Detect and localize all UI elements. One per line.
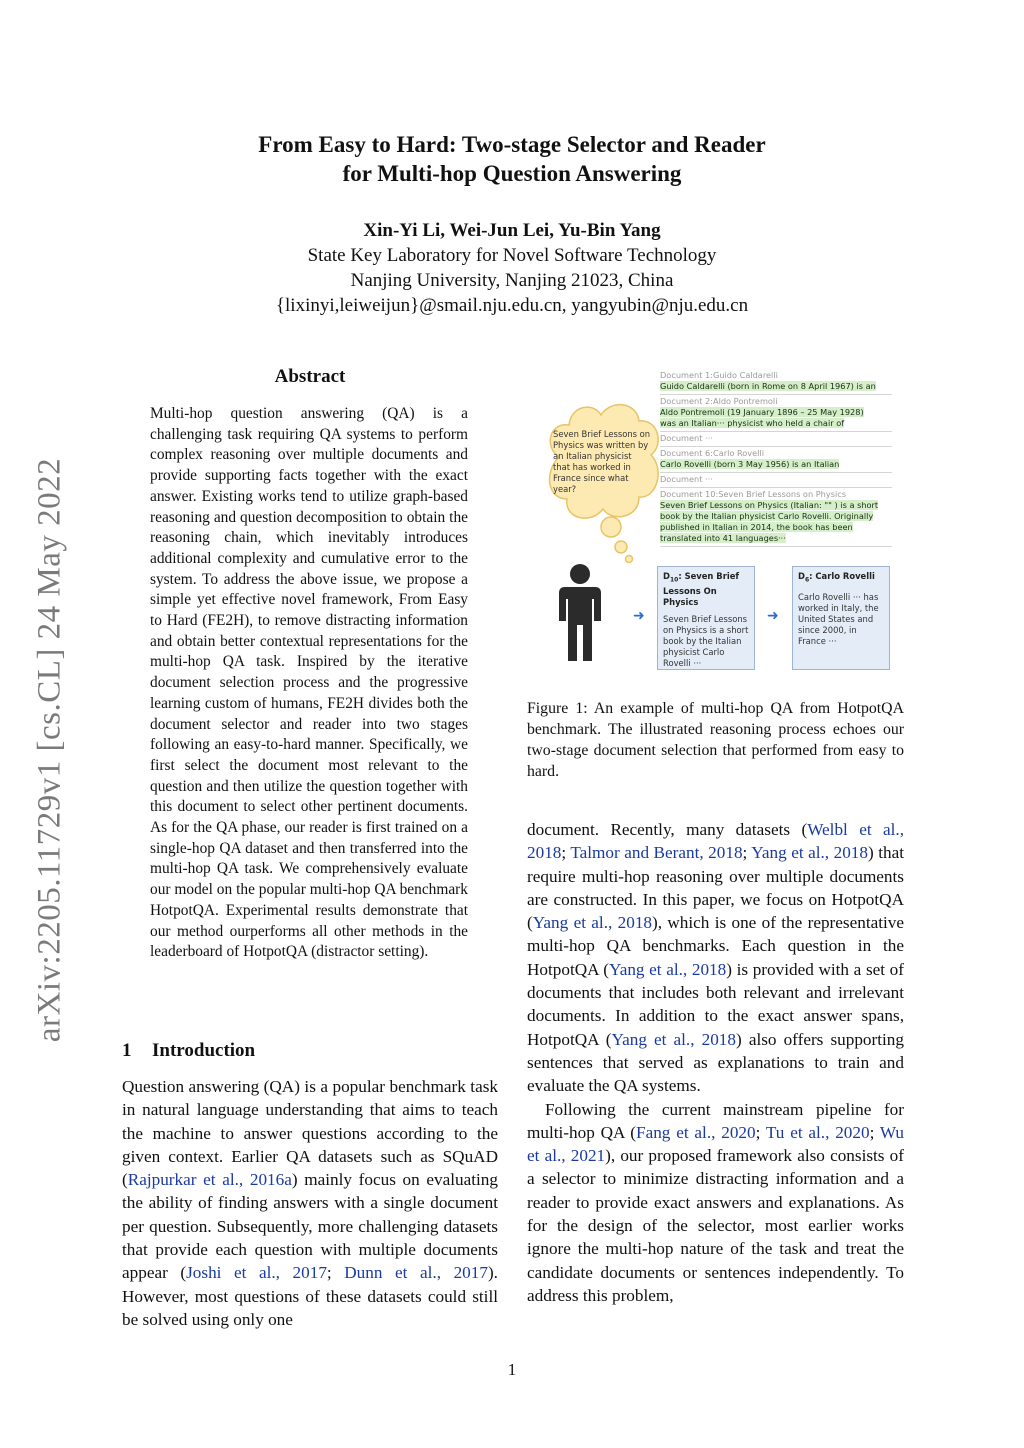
title-line-1: From Easy to Hard: Two-stage Selector and Reader	[258, 132, 766, 157]
person-icon	[557, 563, 603, 663]
text-run: ;	[869, 1122, 880, 1142]
cloud-bubble	[601, 517, 621, 537]
card-heading-text: : Carlo Rovelli	[809, 571, 875, 581]
author-names: Xin-Yi Li, Wei-Jun Lei, Yu-Bin Yang	[363, 220, 661, 241]
section-title: Introduction	[152, 1040, 256, 1061]
paper-title	[0, 130, 1024, 188]
figure-caption: Figure 1: An example of multi-hop QA from HotpotQA benchmark. The illustrated reasoning process echoes our two-stage document selection that performed from easy to hard.	[527, 700, 904, 780]
document-line: published in Italian in 2014, the book has been	[660, 522, 853, 532]
section-heading-introduction	[122, 1040, 255, 1062]
left-column-body	[122, 1075, 498, 1331]
document-title: Document 10:Seven Brief Lessons on Physics	[660, 489, 847, 499]
arxiv-identifier	[30, 440, 70, 1060]
text-run: ;	[755, 1122, 766, 1142]
card-heading	[798, 571, 884, 586]
section-number: 1	[122, 1040, 132, 1061]
intro-paragraph-1	[122, 1075, 498, 1331]
document-title: Document ···	[660, 433, 713, 443]
citation-link[interactable]: Fang et al., 2020	[636, 1122, 756, 1142]
citation-link[interactable]: Yang et al., 2018	[751, 843, 868, 863]
card-body: Carlo Rovelli ··· has worked in Italy, the United States and since 2000, in France ···	[798, 591, 879, 646]
arxiv-identifier-text: arXiv:2205.11729v1 [cs.CL] 24 May 2022	[31, 457, 68, 1043]
card-body: Seven Brief Lessons on Physics is a short book by the Italian physicist Carlo Rovelli ···	[663, 613, 749, 668]
abstract-heading: Abstract	[274, 366, 346, 387]
citation-link[interactable]: Welbl et al., 2018	[527, 820, 904, 863]
card-heading-subscript: 10	[669, 576, 679, 584]
affiliation-line-2: Nanjing University, Nanjing 21023, China	[350, 270, 674, 291]
text-run: ) also offers supporting sentences that served as explanations to train and evaluate the QA systems.	[527, 1029, 904, 1096]
citation-link[interactable]: Talmor and Berant, 2018	[570, 843, 743, 863]
document-line: Seven Brief Lessons on Physics (Italian: "" ) is a short	[660, 500, 879, 510]
document-item	[660, 473, 892, 488]
text-run: ;	[326, 1263, 345, 1283]
selected-document-card-2	[792, 566, 890, 670]
document-title: Document 1:Guido Caldarelli	[660, 370, 778, 380]
citation-link[interactable]: Wu et al., 2021	[527, 1122, 905, 1166]
document-item	[660, 447, 892, 473]
citation-link[interactable]: Yang et al., 2018	[609, 959, 727, 979]
abstract-text: Multi-hop question answering (QA) is a challenging task requiring QA systems to perform complex reasoning over multiple documents and provide supporting facts together with the exact answer. Existing works tend to utilize graph-based reasoning and question decomposition to obtain the reasoning chain, which inevitably introduces additional complexity and cumulative error to the system. To address the above issue, we propose a simple yet effective novel framework, From Easy to Hard (FE2H), to remove distracting information and obtain better contextual representations for the multi-hop QA task. Inspired by the iterative document selection process and the progressive learning custom of humans, FE2H divides both the document selector and reader into two stages following an easy-to-hard manner. Specifically, we first select the document most relevant to the question and then utilize the question together with this document to select other pertinent documents. As for the QA phase, our reader is first trained on a single-hop QA dataset and then transferred into the multi-hop QA task. We comprehensively evaluate our model on the popular multi-hop QA benchmark HotpotQA. Experimental results demonstrate that our method ourperforms all other methods in the leaderboard of HotpotQA (distractor setting).	[150, 405, 468, 961]
citation-link[interactable]: Dunn et al., 2017	[344, 1263, 488, 1283]
title-line-2: for Multi-hop Question Answering	[342, 161, 682, 186]
document-line: Guido Caldarelli (born in Rome on 8 April 1967) is an	[660, 381, 876, 391]
citation-link[interactable]: Yang et al., 2018	[611, 1029, 736, 1049]
text-run: Question answering (QA) is a popular benchmark task in natural language understanding that aims to teach the machine to answer questions according to the given context. Earlier QA datasets such as SQuAD (	[122, 1077, 498, 1190]
document-item	[660, 488, 892, 547]
text-run: ), our proposed framework also consists of a selector to minimize distracting information and a reader to provide exact answers and explanations. As for the design of the selector, most earlier works ignore the multi-hop nature of the task and treat the candidate documents or sentences independently. To address this problem,	[527, 1146, 904, 1305]
author-emails: {lixinyi,leiweijun}@smail.nju.edu.cn, yangyubin@nju.edu.cn	[275, 295, 749, 316]
text-run: ;	[561, 843, 571, 863]
card-heading-letter: D	[663, 571, 670, 581]
document-list	[660, 369, 892, 547]
cloud-bubble	[615, 541, 627, 553]
author-block	[0, 218, 1024, 318]
card-heading-subscript: 6	[804, 576, 810, 584]
document-line: translated into 41 languages···	[660, 533, 786, 543]
text-run: Following the current mainstream pipeline for multi-hop QA (	[527, 1099, 904, 1142]
document-item	[660, 369, 892, 395]
text-run: ) that require multi-hop reasoning over multiple documents are constructed. In this paper, we focus on HotpotQA (	[527, 843, 904, 933]
document-title: Document 6:Carlo Rovelli	[660, 448, 765, 458]
citation-link[interactable]: Yang et al., 2018	[532, 913, 653, 933]
citation-link[interactable]: Tu et al., 2020	[765, 1122, 870, 1142]
text-run: ), which is one of the representative multi-hop QA benchmarks. Each question in the HotpotQA (	[527, 913, 904, 979]
document-line: book by the Italian physicist Carlo Rovelli. Originally	[660, 511, 874, 521]
arrow-right-icon: ➜	[767, 608, 779, 624]
text-run: ). However, most questions of these datasets could still be solved using only one	[122, 1263, 498, 1329]
text-run: document. Recently, many datasets (	[527, 820, 808, 839]
citation-link[interactable]: Joshi et al., 2017	[186, 1263, 327, 1283]
selected-document-card-1	[657, 566, 755, 670]
right-column-body	[527, 818, 904, 1307]
text-run: ) is provided with a set of documents that includes both relevant and irrelevant documents. In addition to the exact answer spans, HotpotQA (	[527, 959, 904, 1049]
arrow-right-icon: ➜	[633, 608, 645, 624]
card-heading-text: : Seven Brief Lessons On Physics	[663, 571, 740, 607]
document-item	[660, 432, 892, 447]
document-title: Document 2:Aldo Pontremoli	[660, 396, 778, 406]
document-title: Document ···	[660, 474, 713, 484]
card-heading	[663, 571, 749, 608]
intro-paragraph-2	[527, 818, 904, 1098]
document-item	[660, 395, 892, 432]
intro-paragraph-3	[527, 1098, 904, 1308]
card-heading-letter: D	[798, 571, 805, 581]
text-run: ) mainly focus on evaluating the ability of finding answers with a single document per question. Subsequently, more challenging datasets that provide each question with multiple documents appear (	[122, 1170, 498, 1283]
figure-1	[527, 365, 907, 685]
question-text: Seven Brief Lessons on Physics was written by an Italian physicist that has worked in France since what year?	[553, 429, 651, 494]
document-line: Carlo Rovelli (born 3 May 1956) is an Italian	[660, 459, 840, 469]
text-run: ;	[742, 843, 752, 863]
cloud-bubble	[626, 556, 633, 563]
page-number: 1	[507, 1360, 517, 1379]
citation-link[interactable]: Rajpurkar et al., 2016a	[127, 1170, 292, 1190]
document-line: was an Italian··· physicist who held a chair of	[660, 418, 845, 428]
affiliation-line-1: State Key Laboratory for Novel Software Technology	[307, 245, 717, 266]
document-line: Aldo Pontremoli (19 January 1896 – 25 May 1928)	[660, 407, 864, 417]
